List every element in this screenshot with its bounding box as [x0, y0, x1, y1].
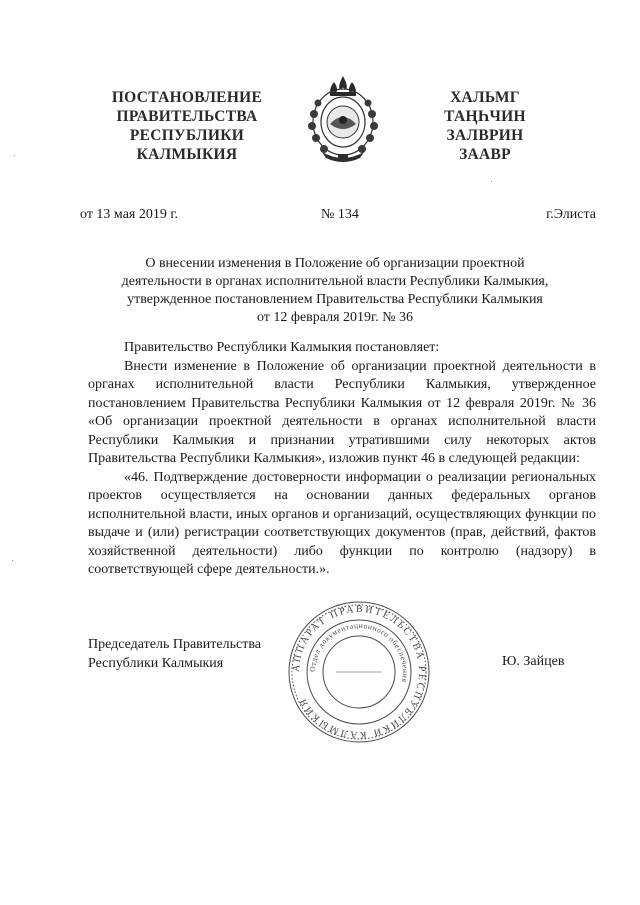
signatory-position-line: Республики Калмыкия [88, 656, 224, 671]
header-russian [92, 88, 282, 164]
body-paragraph: «46. Подтверждение достоверности информации о реализации региональных проектов осуществляется на основании данных федеральных органов исполнительной власти, иных органов и организаций, осуществляющих функции по выдаче и (или) регистрации соответствующих документов (прав, действий, фактов хозяйственной деятельности) либо функции по контролю (надзору) в соответствующей сфере деятельности.». [88, 469, 596, 577]
document-number: № 134 [321, 207, 359, 222]
title-line: от 12 февраля 2019г. № 36 [256, 310, 414, 325]
header-line: ПРАВИТЕЛЬСТВА [116, 108, 258, 125]
header-line: ХАЛЬМГ [450, 89, 520, 106]
document-meta [80, 207, 596, 225]
header-line: ЗАЛВРИН [446, 127, 524, 144]
header-line: РЕСПУБЛИКИ [129, 127, 245, 144]
signatory-name: Ю. Зайцев [502, 654, 565, 669]
document-city: г.Элиста [546, 207, 596, 222]
header-kalmyk [430, 88, 540, 164]
header-line: КАЛМЫКИЯ [136, 146, 238, 163]
signatory-position-line: Председатель Правительства [88, 637, 261, 652]
signatory-position [88, 635, 261, 673]
scan-speck [12, 560, 13, 561]
header-line: ТАҢҺЧИН [444, 108, 526, 125]
stamp-outer-text: АППАРАТ ПРАВИТЕЛЬСТВА РЕСПУБЛИКИ КАЛМЫКИЯ [290, 603, 428, 741]
title-line: деятельности в органах исполнительной власти Республики Калмыкия, [121, 274, 549, 289]
body-paragraph: Внести изменение в Положение об организации проектной деятельности в органах исполнительной власти Республики Калмыкия, утвержденное постановлением Правительства Республики Калмыкия от 12 февраля 2019г. № 36 «Об организации проектной деятельности в органах исполнительной власти Республики Калмыкия и признании утратившими силу некоторых актов Правительства Республики Калмыкия», изложив пункт 46 в следующей редакции: [88, 358, 596, 466]
official-stamp [284, 597, 434, 747]
document-title [100, 255, 570, 327]
stamp-inner-text: Отдел документационного обеспечения [307, 620, 411, 684]
decree-line: Правительство Республики Калмыкия постановляет: [124, 340, 440, 355]
header-line: ЗААВР [459, 146, 511, 163]
title-line: утвержденное постановлением Правительства Республики Калмыкия [127, 292, 543, 307]
document-date: от 13 мая 2019 г. [80, 207, 179, 222]
kalmykia-emblem-icon [300, 72, 386, 164]
scan-speck [491, 181, 492, 182]
title-line: О внесении изменения в Положение об организации проектной [145, 256, 525, 271]
header-line: ПОСТАНОВЛЕНИЕ [111, 89, 263, 106]
scan-speck [14, 155, 15, 156]
document-body [88, 339, 596, 580]
